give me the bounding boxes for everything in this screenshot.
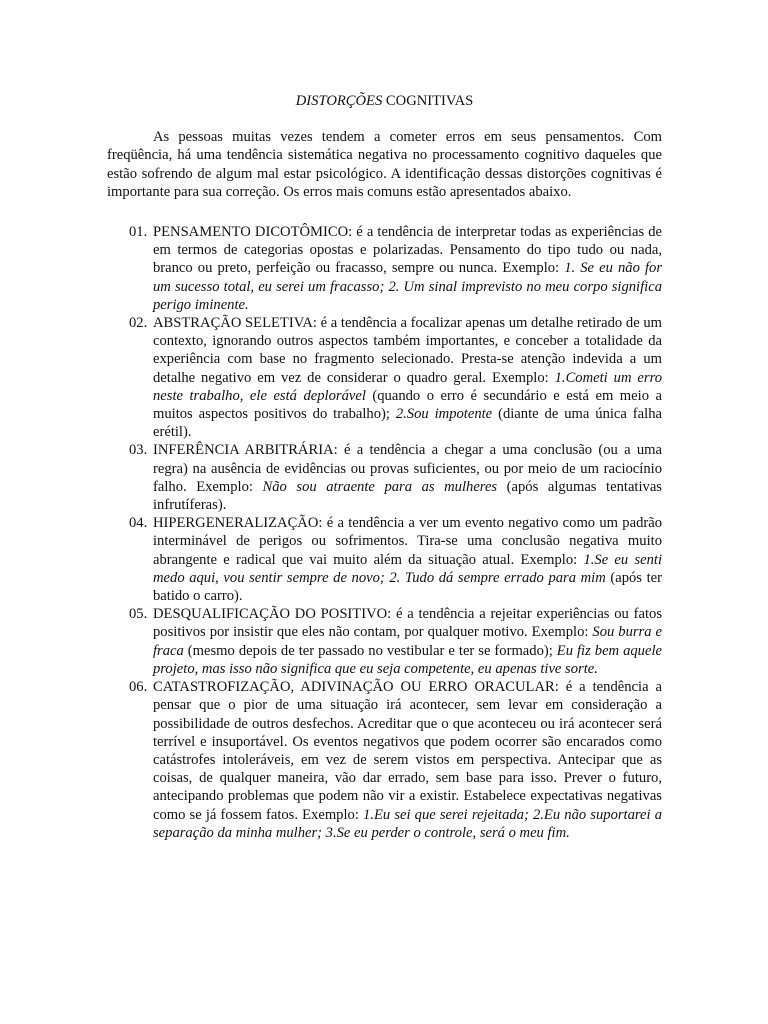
body-text: INFERÊNCIA ARBITRÁRIA: é a tendência a chegar a uma conclusão (ou a uma regra) na ausência de evidências ou provas suficientes, ou por meio de um raciocínio falho. Exemplo:: [153, 442, 662, 495]
list-item-number: 05.: [129, 606, 148, 623]
example-text: Não sou atraente para as mulheres: [262, 478, 498, 495]
body-text: (após ter batido o carro).: [153, 569, 662, 605]
example-text: 1.Eu sei que serei rejeitada; 2.Eu não suportarei a separação da minha mulher; 3.Se eu perder o controle, será o meu fim.: [153, 806, 662, 841]
body-text: (quando o erro é secundário e está em meio a muitos aspectos positivos do trabalho);: [153, 387, 662, 423]
body-text: DESQUALIFICAÇÃO DO POSITIVO: é a tendência a rejeitar experiências ou fatos positivos por insistir que eles não contam, por qualquer motivo. Exemplo:: [153, 606, 662, 641]
list-item: [107, 605, 662, 678]
example-text: 1. Se eu não for um sucesso total, eu serei um fracasso; 2. Um sinal imprevisto no meu corpo significa perigo iminente.: [153, 260, 663, 313]
body-text: CATASTROFIZAÇÃO, ADIVINAÇÃO OU ERRO ORACULAR: é a tendência a pensar que o pior de uma situação irá acontecer, sem levar em consideração a possibilidade de outros desfechos. Acreditar que o que aconteceu ou irá acontecer será terrível e insuportável. Os eventos negativos que podem ocorrer são encarados como catástrofes intoleráveis, em vez de serem vistos em perspectiva. Antecipar que as coisas, de qualquer maneira, vão dar errado, sem base para isso. Prever o futuro, antecipando problemas que podem não vir a existir. Estabelece expectativas negativas como se já fossem fatos. Exemplo:: [153, 679, 662, 823]
list-item-number: 03.: [129, 442, 148, 459]
example-text: 1.Se eu senti medo aqui, vou sentir sempre de novo; 2. Tudo dá sempre errado para mim: [153, 551, 663, 586]
example-text: 1.Cometi um erro neste trabalho, ele está deplorável: [153, 369, 662, 404]
title-normal: COGNITIVAS: [385, 93, 474, 109]
title-italic: DISTORÇÕES: [295, 93, 383, 109]
body-text: PENSAMENTO DICOTÔMICO: é a tendência de interpretar todas as experiências de em termos de categorias opostas e polarizadas. Pensamento do tipo tudo ou nada, branco ou preto, perfeição ou fracasso, sempre ou nunca. Exemplo:: [153, 224, 662, 277]
list-item: [107, 514, 662, 605]
example-text: 2.Sou impotente: [395, 406, 493, 423]
body-text: HIPERGENERALIZAÇÃO: é a tendência a ver um evento negativo como um padrão interminável de perigos ou sofrimentos. Tira-se uma conclusão negativa muito abrangente e radical que vai muito além da situação atual. Exemplo:: [153, 515, 662, 568]
page-title: [107, 92, 662, 110]
example-text: Sou burra e fraca: [153, 624, 662, 659]
list-item-number: 02.: [129, 315, 148, 332]
intro-paragraph: As pessoas muitas vezes tendem a cometer erros em seus pensamentos. Com freqüência, há uma tendência sistemática negativa no processamento cognitivo daqueles que estão sofrendo de algum mal estar psicológico. A identificação dessas distorções cognitivas é importante para sua correção. Os erros mais comuns estão apresentados abaixo.: [107, 129, 662, 200]
body-text: (mesmo depois de ter passado no vestibular e ter se formado);: [183, 642, 557, 659]
body-text: ABSTRAÇÃO SELETIVA: é a tendência a focalizar apenas um detalhe retirado de um contexto, ignorando outros aspectos também importantes, e conceber a totalidade da experiência com base no fragmento selecionado. Presta-se atenção indevida a um detalhe negativo em vez de considerar o quadro geral. Exemplo:: [153, 315, 662, 386]
list-item: [107, 314, 662, 441]
distortion-list: [107, 223, 662, 842]
example-text: Eu fiz bem aquele projeto, mas isso não significa que eu seja competente, eu apenas tive sorte.: [153, 642, 662, 677]
body-text: (após algumas tentativas infrutíferas).: [153, 478, 662, 514]
body-text: (diante de uma única falha erétil).: [153, 406, 662, 441]
list-item-number: 01.: [129, 224, 148, 241]
list-item: [107, 441, 662, 514]
list-item: [107, 223, 662, 314]
list-item-number: 04.: [129, 515, 148, 532]
list-item: [107, 678, 662, 842]
list-item-number: 06.: [129, 679, 148, 696]
